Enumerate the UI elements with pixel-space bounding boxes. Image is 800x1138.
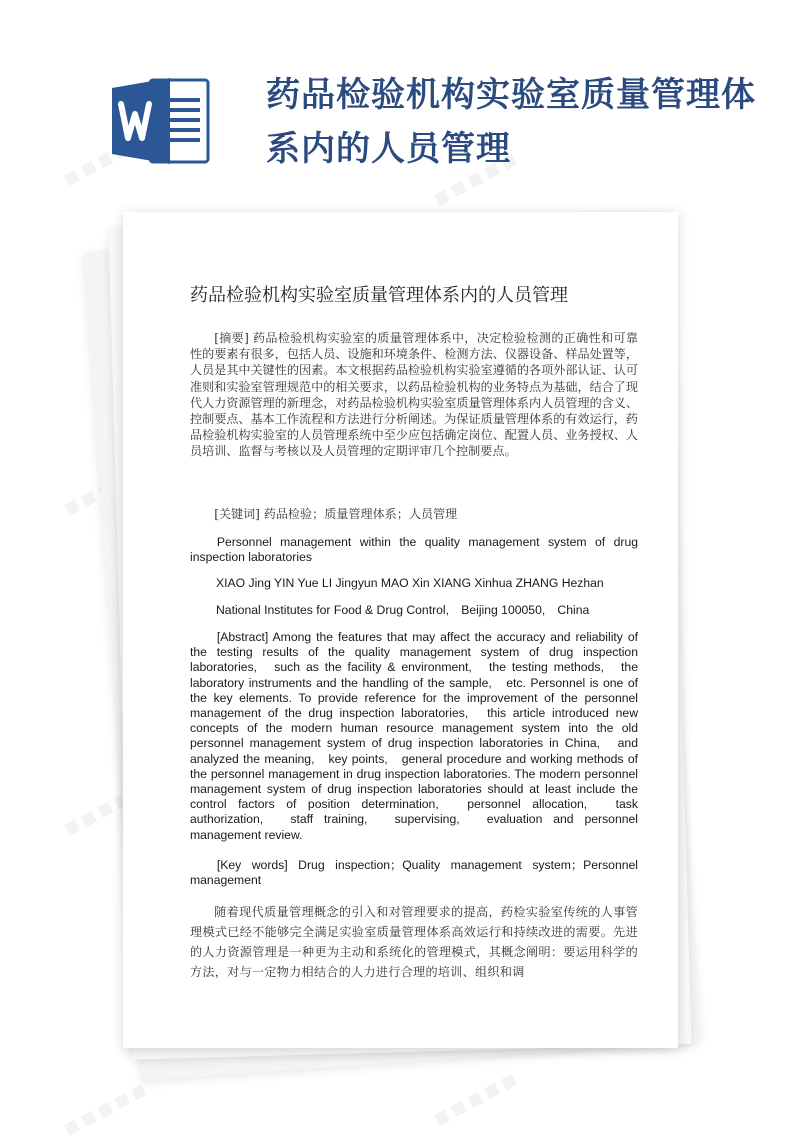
word-document-icon: [112, 76, 210, 166]
body-paragraph: 随着现代质量管理概念的引入和对管理要求的提高，药检实验室传统的人事管理模式已经不能够完全满足实验室质量管理体系高效运行和持续改进的需要。先进的人力资源管理是一种更为主动和系统化的管理模式，其概念阐明：要运用科学的方法，对与一定物力相结合的人力进行合理的培训、组织和调: [190, 905, 638, 979]
watermark: ▦ ▦ ▦ ▦ ▦: [61, 1079, 149, 1138]
page-title: 药品检验机构实验室质量管理体系内的人员管理: [266, 75, 756, 169]
watermark: ▦ ▦: [61, 486, 99, 519]
watermark: ▦ ▦ ▦ ▦ ▦: [61, 129, 149, 189]
watermark: ▦ ▦ ▦ ▦ ▦: [431, 1069, 519, 1129]
authors-en: XIAO Jing YIN Yue LI Jingyun MAO Xin XIANG Xinhua ZHANG Hezhan: [216, 576, 604, 590]
affiliation-en: National Institutes for Food & Drug Control, Beijing 100050, China: [216, 603, 590, 617]
keywords-zh: [关键词] 药品检验；质量管理体系；人员管理: [214, 507, 458, 521]
title-en: Personnel management within the quality management system of drug inspection laboratories: [190, 535, 638, 565]
keywords-en: [Key words] Drug inspection；Quality management system；Personnel management: [190, 858, 638, 888]
watermark: ▦ ▦ ▦ ▦ ▦: [431, 149, 519, 209]
watermark: ▦ ▦ ▦ ▦ ▦: [61, 779, 149, 839]
abstract-zh: [摘要] 药品检验机构实验室的质量管理体系中，决定检验检测的正确性和可靠性的要素有很多，包括人员、设施和环境条件、检测方法、仪器设备、样品处置等，人员是其中关键性的因素。本文根据药品检验机构实验室遵循的各项外部认证、认可准则和实验室管理规范中的相关要求，以药品检验机构的业务特点为基础，结合了现代人力资源管理的新理念，对药品检验机构实验室质量管理体系内人员管理的含义、控制要点、基本工作流程和方法进行分析阐述。为保证质量管理体系的有效运行，药品检验机构实验室的人员管理系统中至少应包括确定岗位、配置人员、业务授权、人员培训、监督与考核以及人员管理的定期评审几个控制要点。: [190, 331, 638, 459]
document-title: 药品检验机构实验室质量管理体系内的人员管理: [190, 285, 568, 306]
abstract-en: [Abstract] Among the features that may affect the accuracy and reliability of the testing results of the quality management system of drug inspection laboratories, such as the facility & environment, the testing methods, the laboratory instruments and the handling of the sample, etc. Personnel is one of the key elements. To provide reference for the improvement of the personnel management of the drug inspection laboratories, this article introduced new concepts of the modern human resource management system into the old personnel management system of drug inspection laboratories in China, and analyzed the meaning, key points, general procedure and working methods of the personnel management in drug inspection laboratories. The modern personnel management system of drug inspection laboratories should at least include the control factors of position determination, personnel allocation, task authorization, staff training, supervising, evaluation and personnel management review.: [190, 630, 638, 842]
